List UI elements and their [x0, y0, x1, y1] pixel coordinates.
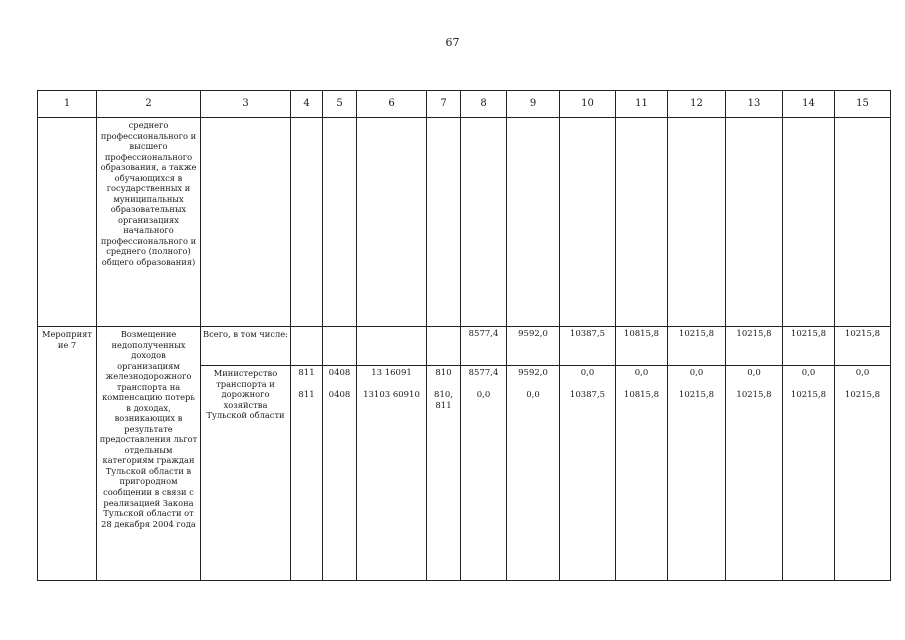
row-value: 10387,5 [560, 388, 616, 581]
continuation-description: среднего профессионального и высшего профессионального образования, а также обучающихся в государственных и муниципальных образовательных организациях начального профессионального и среднего (полного) общего образования) [97, 118, 201, 327]
table-cell [323, 327, 357, 366]
table-cell [461, 118, 507, 327]
measure-label: Мероприятие 7 [38, 327, 97, 581]
executor-name: Министерство транспорта и дорожного хозяйства Тульской области [201, 366, 291, 581]
total-value: 8577,4 [461, 327, 507, 366]
table-cell [507, 118, 560, 327]
total-value: 10215,8 [726, 327, 783, 366]
table-cell [427, 118, 461, 327]
header-cell: 9 [507, 91, 560, 118]
total-label: Всего, в том числе: [201, 327, 291, 366]
rz-pr-code: 0408 [323, 366, 357, 389]
header-cell: 3 [201, 91, 291, 118]
header-cell: 4 [291, 91, 323, 118]
table-cell [201, 118, 291, 327]
row-value: 0,0 [616, 366, 668, 389]
header-cell: 5 [323, 91, 357, 118]
row-value: 0,0 [668, 366, 726, 389]
table-row-continuation [38, 118, 891, 327]
total-value: 9592,0 [507, 327, 560, 366]
row-value: 10815,8 [616, 388, 668, 581]
header-cell: 11 [616, 91, 668, 118]
row-value: 8577,4 [461, 366, 507, 389]
table-cell [726, 118, 783, 327]
table-cell [616, 118, 668, 327]
measure-description: Возмещение недополученных доходов организациям железнодорожного транспорта на компенсацию потерь в доходах, возникающих в результате предоставления льгот отдельным категориям граждан Тульской области в пригородном сообщении в связи с реализацией Закона Тульской области от 28 декабря 2004 года [97, 327, 201, 581]
csr-code: 13103 60910 [357, 388, 427, 581]
total-value: 10215,8 [668, 327, 726, 366]
row-value: 10215,8 [668, 388, 726, 581]
header-cell: 14 [783, 91, 835, 118]
table-cell [291, 118, 323, 327]
row-value: 0,0 [783, 366, 835, 389]
table-cell [783, 118, 835, 327]
table-cell [560, 118, 616, 327]
vr-code: 810 [427, 366, 461, 389]
row-value: 10215,8 [783, 388, 835, 581]
row-value: 10215,8 [835, 388, 891, 581]
table-cell [357, 118, 427, 327]
vr-code: 810, 811 [427, 388, 461, 581]
rz-pr-code: 0408 [323, 388, 357, 581]
header-row [38, 91, 891, 118]
header-cell: 7 [427, 91, 461, 118]
table-cell [323, 118, 357, 327]
row-value: 0,0 [461, 388, 507, 581]
total-value: 10215,8 [835, 327, 891, 366]
header-cell: 10 [560, 91, 616, 118]
row-value: 0,0 [726, 366, 783, 389]
table-row-total [38, 327, 891, 366]
total-value: 10215,8 [783, 327, 835, 366]
row-value: 0,0 [507, 388, 560, 581]
table-cell [668, 118, 726, 327]
grbs-code: 811 [291, 366, 323, 389]
row-value: 10215,8 [726, 388, 783, 581]
table-cell [357, 327, 427, 366]
table-cell [427, 327, 461, 366]
row-value: 0,0 [835, 366, 891, 389]
header-cell: 13 [726, 91, 783, 118]
total-value: 10815,8 [616, 327, 668, 366]
header-cell: 12 [668, 91, 726, 118]
total-value: 10387,5 [560, 327, 616, 366]
header-cell: 6 [357, 91, 427, 118]
grbs-code: 811 [291, 388, 323, 581]
row-value: 9592,0 [507, 366, 560, 389]
table-cell [835, 118, 891, 327]
csr-code: 13 16091 [357, 366, 427, 389]
table-cell [38, 118, 97, 327]
page-number: 67 [445, 36, 460, 49]
row-value: 0,0 [560, 366, 616, 389]
budget-table [37, 90, 891, 581]
header-cell: 8 [461, 91, 507, 118]
header-cell: 2 [97, 91, 201, 118]
header-cell: 1 [38, 91, 97, 118]
header-cell: 15 [835, 91, 891, 118]
table-cell [291, 327, 323, 366]
